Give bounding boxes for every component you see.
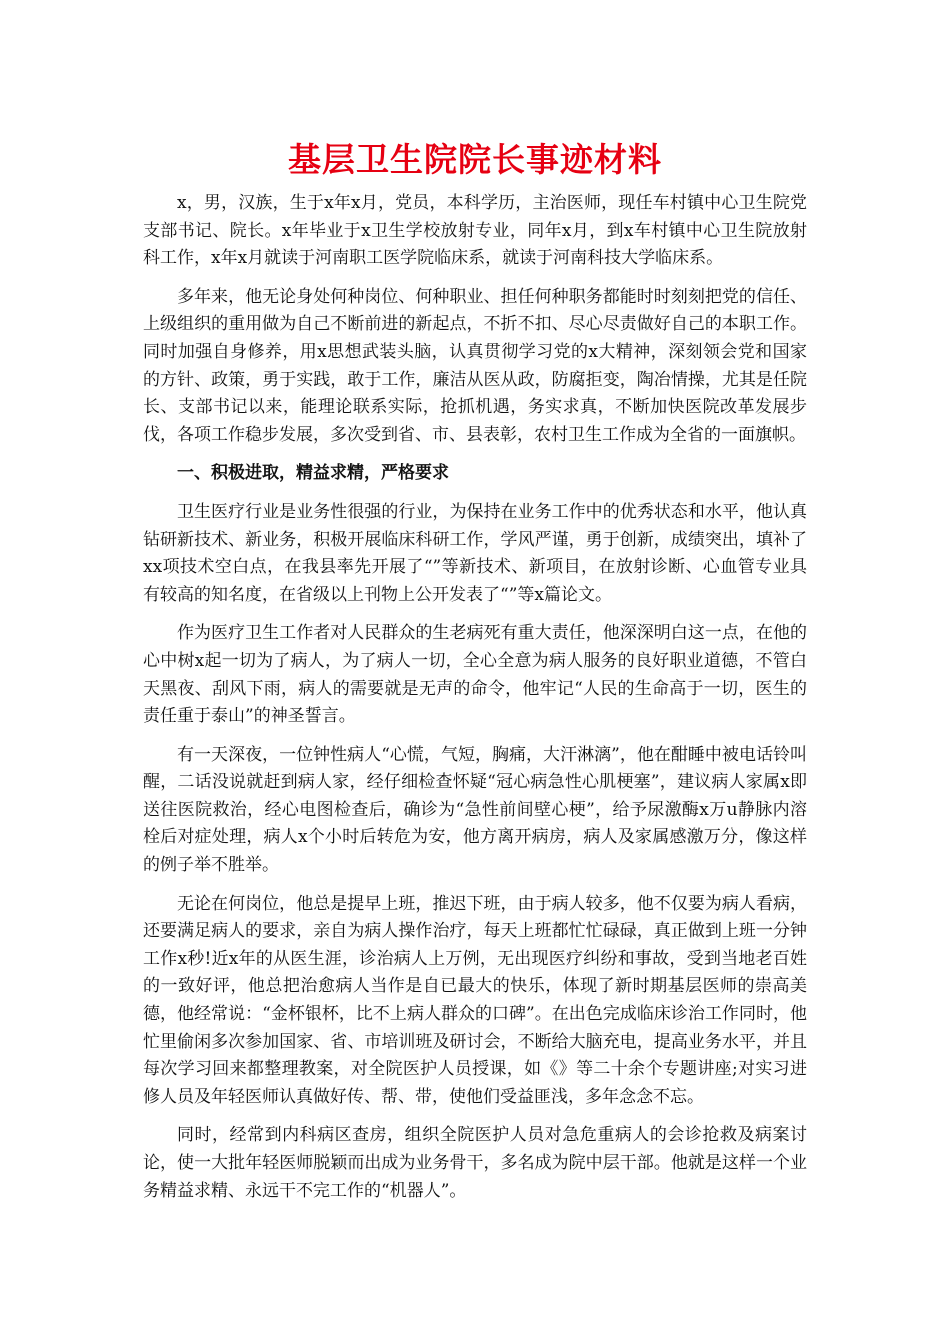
body-paragraph: 同时，经常到内科病区查房，组织全院医护人员对急危重病人的会诊抢救及病案讨论，使一大批年轻医师脱颖而出成为业务骨干，多名成为院中层干部。他就是这样一个业务精益求精、永远干不完工作的“机器人”。 (143, 1125, 807, 1201)
body-paragraph: 无论在何岗位，他总是提早上班，推迟下班，由于病人较多，他不仅要为病人看病，还要满足病人的要求，亲自为病人操作治疗，每天上班都忙忙碌碌，真正做到上班一分钟工作x秒!近x年的从医生涯，诊治病人上万例，无出现医疗纠纷和事故，受到当地老百姓的一致好评，他总把治愈病人当作是自已最大的快乐，体现了新时期基层医师的崇高美德，他经常说：“金杯银杯，比不上病人群众的口碑”。在出色完成临床诊治工作同时，他忙里偷闲多次参加国家、省、市培训班及研讨会，不断给大脑充电，提高业务水平，并且每次学习回来都整理教案，对全院医护人员授课，如《》等二十余个专题讲座;对实习进修人员及年轻医师认真做好传、帮、带，使他们受益匪浅，多年念念不忘。 (143, 893, 807, 1107)
body-paragraph: x，男，汉族，生于x年x月，党员，本科学历，主治医师，现任车村镇中心卫生院党支部书记、院长。x年毕业于x卫生学校放射专业，同年x月，到x车村镇中心卫生院放射科工作，x年x月就读于河南职工医学院临床系，就读于河南科技大学临床系。 (143, 193, 807, 269)
body-paragraph: 多年来，他无论身处何种岗位、何种职业、担任何种职务都能时时刻刻把党的信任、上级组织的重用做为自己不断前进的新起点，不折不扣、尽心尽责做好自己的本职工作。同时加强自身修养，用x思想武装头脑，认真贯彻学习党的x大精神，深刻领会党和国家的方针、政策，勇于实践，敢于工作，廉洁从医从政，防腐拒变，陶冶情操，尤其是任院长、支部书记以来，能理论联系实际，抢抓机遇，务实求真，不断加快医院改革发展步伐，各项工作稳步发展，多次受到省、市、县表彰，农村卫生工作成为全省的一面旗帜。 (143, 286, 807, 445)
section-heading: 一、积极进取，精益求精，严格要求 (177, 463, 449, 484)
body-paragraph: 作为医疗卫生工作者对人民群众的生老病死有重大责任，他深深明白这一点，在他的心中树x起一切为了病人，为了病人一切，全心全意为病人服务的良好职业道德，不管白天黑夜、刮风下雨，病人的需要就是无声的命令，他牢记“人民的生命高于一切，医生的责任重于泰山”的神圣誓言。 (143, 623, 807, 727)
body-paragraph: 卫生医疗行业是业务性很强的行业，为保持在业务工作中的优秀状态和水平，他认真钻研新技术、新业务，积极开展临床科研工作，学风严谨，勇于创新，成绩突出，填补了xx项技术空白点，在我县率先开展了“”等新技术、新项目，在放射诊断、心血管专业具有较高的知名度，在省级以上刊物上公开发表了“”等x篇论文。 (143, 501, 807, 605)
body-paragraph: 有一天深夜，一位钟性病人“心慌，气短，胸痛，大汗淋漓”，他在酣睡中被电话铃叫醒，二话没说就赶到病人家，经仔细检查怀疑“冠心病急性心肌梗塞”，建议病人家属x即送往医院救治，经心电图检查后，确诊为“急性前间壁心梗”，给予尿激酶x万u静脉内溶栓后对症处理，病人x个小时后转危为安，他方离开病房，病人及家属感激万分，像这样的例子举不胜举。 (143, 744, 807, 876)
document-title: 基层卫生院院长事迹材料 (288, 140, 662, 179)
document-page (143, 136, 807, 1216)
